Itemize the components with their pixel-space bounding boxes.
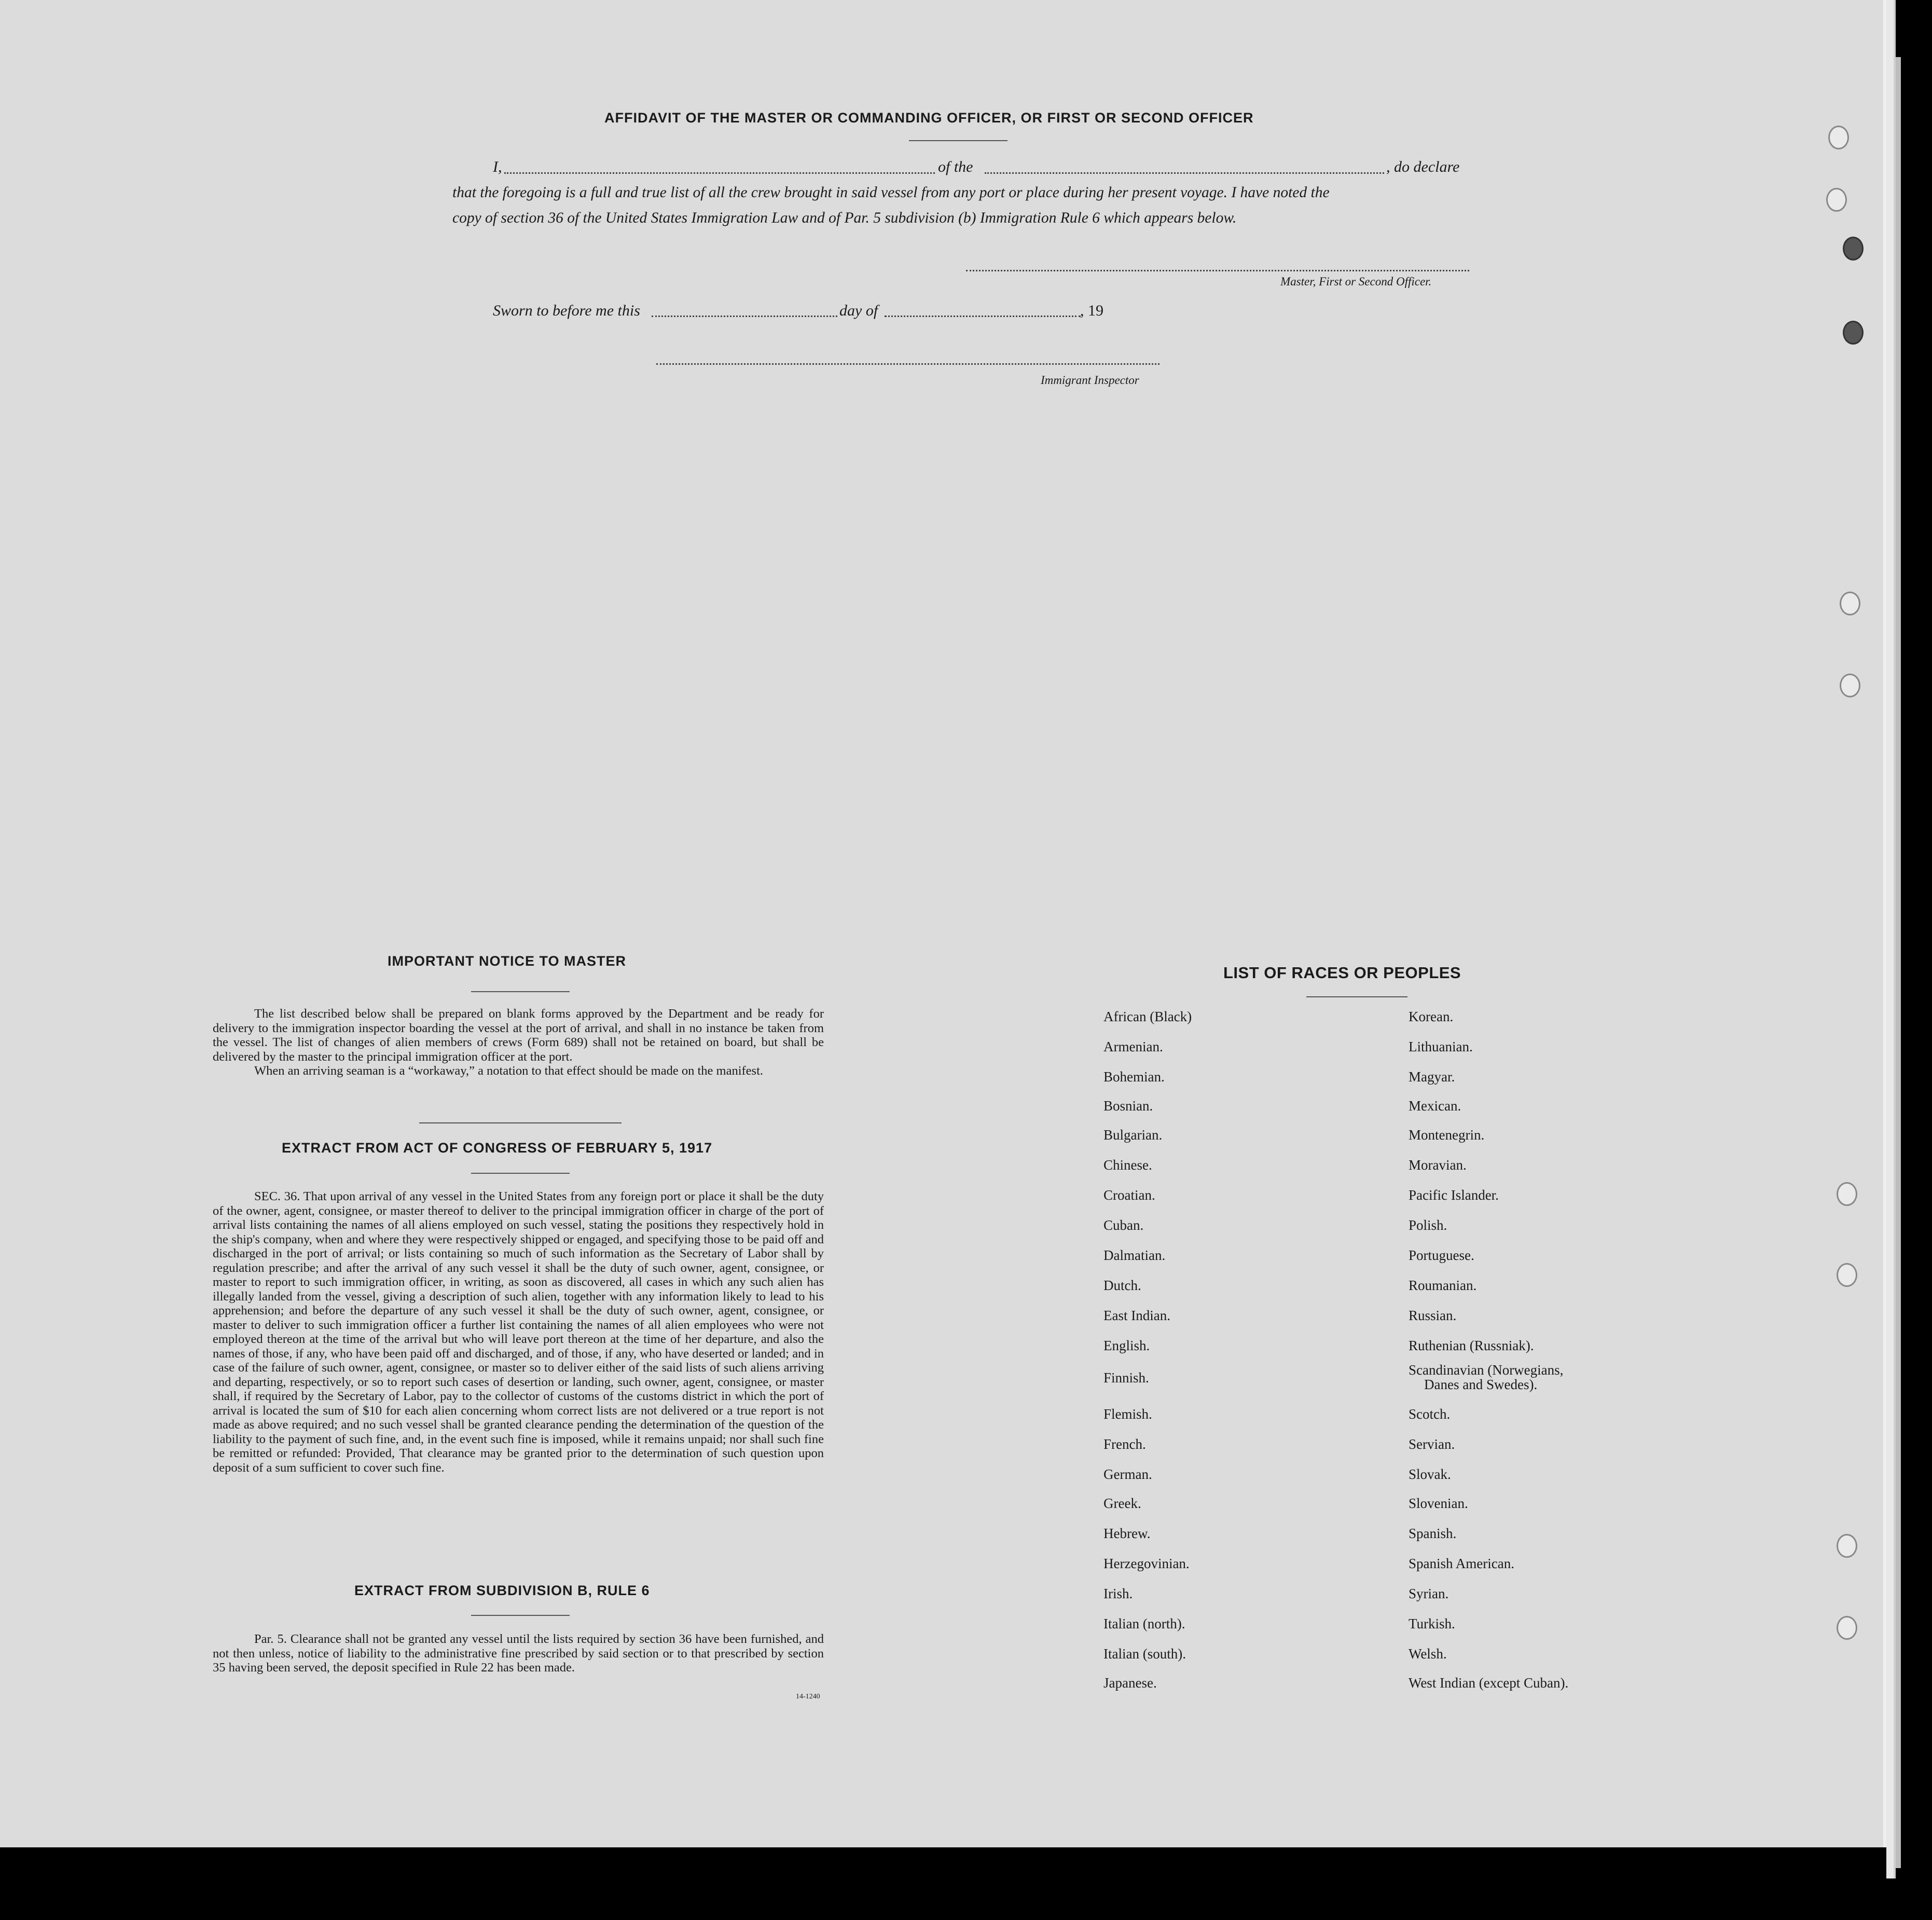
race-item: Pacific Islander.: [1409, 1187, 1499, 1203]
extract-act-title: EXTRACT FROM ACT OF CONGRESS OF FEBRUARY 5, 1917: [282, 1140, 713, 1156]
master-signature-blank[interactable]: [966, 270, 1469, 271]
par-5-text: Par. 5. Clearance shall not be granted any vessel until the lists required by section 36 have been furnished, and not then unless, notice of liability to the administrative fine prescribed by said section or to that prescribed by section 35 having been served, the deposit specified in Rule 22 has been made.: [213, 1632, 824, 1675]
race-item: German.: [1103, 1466, 1152, 1482]
vessel-blank[interactable]: [985, 172, 1384, 174]
race-item: Magyar.: [1409, 1069, 1455, 1085]
notice-para-1: The list described below shall be prepared on blank forms approved by the Department and be ready for delivery to the immigration inspector boarding the vessel at the port of arrival, and shall in no instance be taken from the vessel. The list of changes of alien members of crews (Form 689) shall not be retained on board, but shall be delivered by the master to the principal immigration officer at the port.: [213, 1007, 824, 1064]
race-item: Lithuanian.: [1409, 1039, 1473, 1054]
year-text: , 19: [1080, 302, 1103, 319]
race-item: Mexican.: [1409, 1098, 1461, 1114]
race-item: Spanish American.: [1409, 1556, 1514, 1571]
race-item: Chinese.: [1103, 1157, 1152, 1173]
race-item: Scandinavian (Norwegians,: [1409, 1362, 1564, 1378]
extract-rule-body: [213, 1632, 824, 1675]
page-edge: [1886, 0, 1896, 1878]
binder-hole: [1837, 1616, 1857, 1640]
affidavit-line3: copy of section 36 of the United States Immigration Law and of Par. 5 subdivision (b) Immigration Rule 6 which appears below.: [452, 210, 1237, 226]
race-item: Italian (south).: [1103, 1646, 1186, 1662]
race-item: Russian.: [1409, 1308, 1457, 1323]
race-item: Bosnian.: [1103, 1098, 1153, 1114]
extract-rule-title: EXTRACT FROM SUBDIVISION B, RULE 6: [354, 1583, 650, 1598]
form-number: 14-1240: [796, 1693, 820, 1700]
binder-hole: [1826, 188, 1847, 212]
notice-body: [213, 1007, 824, 1078]
race-item: East Indian.: [1103, 1308, 1170, 1323]
divider: [909, 140, 1008, 141]
race-item: Servian.: [1409, 1436, 1455, 1452]
name-blank[interactable]: [504, 172, 935, 174]
race-item: Slovenian.: [1409, 1496, 1468, 1511]
race-item: Spanish.: [1409, 1526, 1457, 1541]
binder-hole: [1840, 674, 1860, 697]
master-caption: Master, First or Second Officer.: [1280, 275, 1432, 288]
race-item: Ruthenian (Russniak).: [1409, 1338, 1534, 1353]
affidavit-i: I,: [493, 158, 502, 175]
section-36-text: SEC. 36. That upon arrival of any vessel in the United States from any foreign port or place it shall be the duty of the owner, agent, consignee, or master thereof to deliver to the principal immigration officer in charge of the port of arrival lists containing the names of all aliens employed on such vessel, stating the positions they respectively hold in the ship's company, when and where they were respectively shipped or engaged, and specifying those to be paid off and discharged in the port of arrival; or lists containing so much of such information as the Secretary of Labor shall by regulation prescribe; and after the arrival of any such vessel it shall be the duty of such owner, agent, consignee, or master to report to such immigration officer, in writing, as soon as discovered, all cases in which any such alien has illegally landed from the vessel, giving a description of such alien, together with any information likely to lead to his apprehension; and before the departure of any such vessel it shall be the duty of such owner, agent, consignee, or master to deliver to such immigration officer a further list containing the names of all alien employees who were not employed thereon at the time of the arrival but who will leave port thereon at the time of her departure, and also the names of those, if any, who have been paid off and discharged, and of those, if any, who have deserted or landed; and in case of the failure of such owner, agent, consignee, or master so to deliver either of the said lists of such aliens arriving and departing, respectively, or so to report such cases of desertion or landing, such owner, agent, consignee, or master shall, if required by the Secretary of Labor, pay to the collector of customs of the customs district in which the port of arrival is located the sum of $10 for each alien concerning whom correct lists are not delivered or a true report is not made as above required; and no such vessel shall be granted clearance pending the determination of the question of the liability to the payment of such fine, and, in the event such fine is imposed, while it remains unpaid; nor shall such fine be remitted or refunded: Provided, That clearance may be granted prior to the determination of such question upon deposit of a sum sufficient to cover such fine.: [213, 1189, 824, 1475]
race-item: Herzegovinian.: [1103, 1556, 1190, 1571]
notice-para-2: When an arriving seaman is a “workaway,” a notation to that effect should be made on the manifest.: [254, 1064, 764, 1078]
race-item: Polish.: [1409, 1217, 1447, 1233]
race-item: Slovak.: [1409, 1466, 1451, 1482]
race-item: Bohemian.: [1103, 1069, 1165, 1085]
affidavit-line2: that the foregoing is a full and true list of all the crew brought in said vessel from any port or place during her present voyage. I have noted the: [452, 184, 1330, 201]
race-item: African (Black): [1103, 1009, 1192, 1024]
extract-act-body: [213, 1189, 824, 1475]
race-item: Japanese.: [1103, 1675, 1157, 1691]
race-item: Scotch.: [1409, 1406, 1451, 1422]
race-item: Greek.: [1103, 1496, 1141, 1511]
divider: [419, 1122, 622, 1123]
binder-hole: [1843, 237, 1864, 260]
inspector-caption: Immigrant Inspector: [1041, 374, 1139, 387]
race-item: French.: [1103, 1436, 1146, 1452]
binder-hole: [1828, 126, 1849, 149]
binder-hole: [1837, 1182, 1857, 1206]
page-edge-shadow: [1896, 57, 1901, 1868]
divider: [1306, 996, 1407, 997]
binder-hole: [1840, 592, 1860, 615]
race-item: Danes and Swedes).: [1424, 1377, 1538, 1392]
race-item: Portuguese.: [1409, 1247, 1474, 1263]
race-item: Italian (north).: [1103, 1616, 1185, 1631]
race-item: West Indian (except Cuban).: [1409, 1675, 1569, 1691]
race-item: Moravian.: [1409, 1157, 1467, 1173]
race-item: Finnish.: [1103, 1370, 1149, 1386]
sworn-day-blank[interactable]: [652, 316, 837, 317]
races-title: LIST OF RACES OR PEOPLES: [1223, 964, 1461, 982]
race-item: Turkish.: [1409, 1616, 1455, 1631]
race-item: Hebrew.: [1103, 1526, 1151, 1541]
race-item: Cuban.: [1103, 1217, 1144, 1233]
divider: [471, 1173, 570, 1174]
binder-hole: [1843, 321, 1864, 345]
race-item: Flemish.: [1103, 1406, 1152, 1422]
divider: [471, 991, 570, 992]
day-of-text: day of: [839, 302, 878, 319]
divider: [471, 1615, 570, 1616]
affidavit-of-the: of the: [938, 158, 973, 175]
race-item: Korean.: [1409, 1009, 1454, 1024]
notice-title: IMPORTANT NOTICE TO MASTER: [388, 953, 626, 969]
race-item: Bulgarian.: [1103, 1127, 1163, 1143]
affidavit-title: AFFIDAVIT OF THE MASTER OR COMMANDING OFFICER, OR FIRST OR SECOND OFFICER: [604, 110, 1254, 126]
race-item: Irish.: [1103, 1586, 1133, 1601]
binder-hole: [1837, 1263, 1857, 1287]
race-item: English.: [1103, 1338, 1150, 1353]
sworn-text: Sworn to before me this: [493, 302, 640, 319]
race-item: Montenegrin.: [1409, 1127, 1485, 1143]
sworn-month-blank[interactable]: [885, 316, 1081, 317]
binder-hole: [1837, 1534, 1857, 1558]
race-item: Syrian.: [1409, 1586, 1449, 1601]
race-item: Roumanian.: [1409, 1278, 1477, 1293]
race-item: Dalmatian.: [1103, 1247, 1166, 1263]
race-item: Welsh.: [1409, 1646, 1447, 1662]
race-item: Armenian.: [1103, 1039, 1163, 1054]
affidavit-declare: , do declare: [1386, 158, 1460, 175]
race-item: Croatian.: [1103, 1187, 1155, 1203]
race-item: Dutch.: [1103, 1278, 1141, 1293]
inspector-signature-blank[interactable]: [656, 363, 1160, 365]
